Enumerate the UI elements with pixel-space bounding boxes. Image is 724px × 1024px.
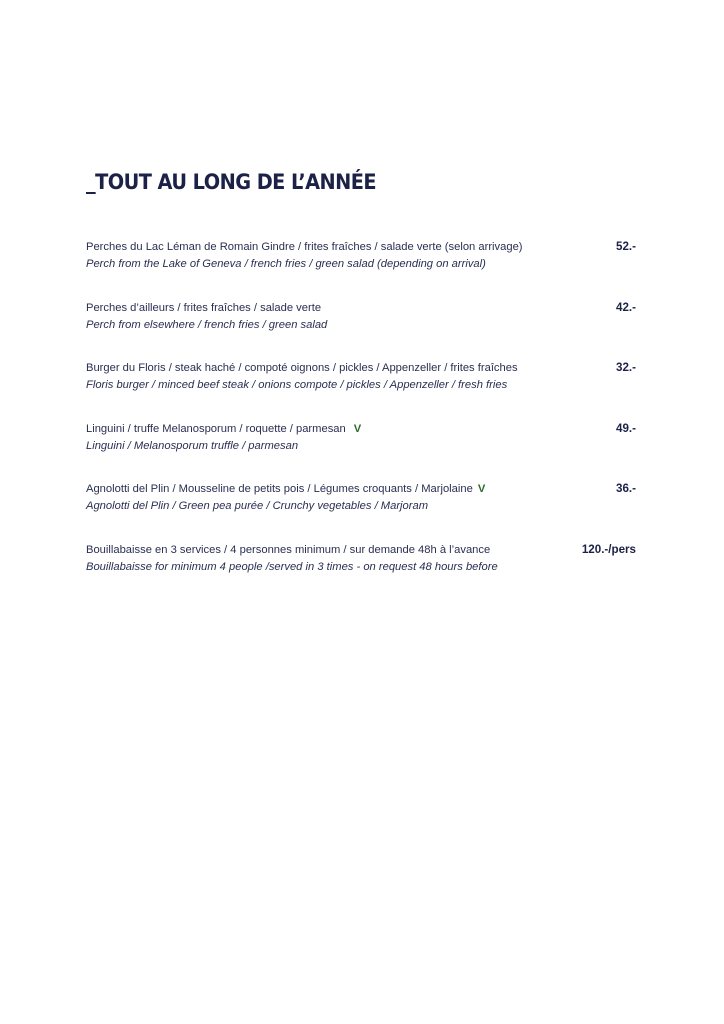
menu-item — [86, 422, 638, 483]
item-price: 32.- — [616, 361, 636, 374]
item-name-fr: Perches du Lac Léman de Romain Gindre / frites fraîches / salade verte (selon arrivage) — [86, 241, 523, 253]
item-name-en: Bouillabaisse for minimum 4 people /served in 3 times - on request 48 hours before — [86, 560, 498, 573]
item-name-en: Perch from elsewhere / french fries / green salad — [86, 318, 328, 331]
item-name-fr: Perches d’ailleurs / frites fraîches / salade verte — [86, 301, 322, 314]
item-name-fr: Agnolotti del Plin / Mousseline de petits pois / Légumes croquants / Marjolaine — [86, 483, 473, 495]
vegetarian-badge: V — [353, 422, 362, 435]
item-name-fr: Burger du Floris / steak haché / compoté oignons / pickles / Appenzeller / frites fraîches — [86, 362, 518, 374]
item-price: 52.- — [616, 240, 636, 253]
item-price: 49.- — [616, 421, 636, 435]
menu-item — [86, 482, 638, 543]
item-name-en: Perch from the Lake of Geneva / french fries / green salad (depending on arrival) — [86, 258, 486, 270]
menu-list — [86, 240, 638, 603]
item-name-fr: Linguini / truffe Melanosporum / roquette / parmesan — [86, 422, 346, 435]
item-name-en: Floris burger / minced beef steak / onions compote / pickles / Appenzeller / fresh fries — [86, 379, 508, 391]
item-name-fr: Bouillabaisse en 3 services / 4 personnes minimum / sur demande 48h à l’avance — [86, 543, 491, 556]
item-price: 120.-/pers — [581, 542, 636, 556]
item-name-en: Linguini / Melanosporum truffle / parmesan — [86, 439, 299, 452]
menu-item — [86, 543, 638, 604]
item-price: 36.- — [616, 482, 636, 495]
section-title: _TOUT AU LONG DE L’ANNÉE — [86, 170, 377, 194]
item-name-en: Agnolotti del Plin / Green pea purée / Crunchy vegetables / Marjoram — [86, 500, 429, 512]
menu-item — [86, 361, 638, 422]
item-price: 42.- — [616, 300, 636, 314]
menu-item — [86, 301, 638, 362]
vegetarian-badge: V — [477, 483, 486, 495]
menu-item — [86, 240, 638, 301]
